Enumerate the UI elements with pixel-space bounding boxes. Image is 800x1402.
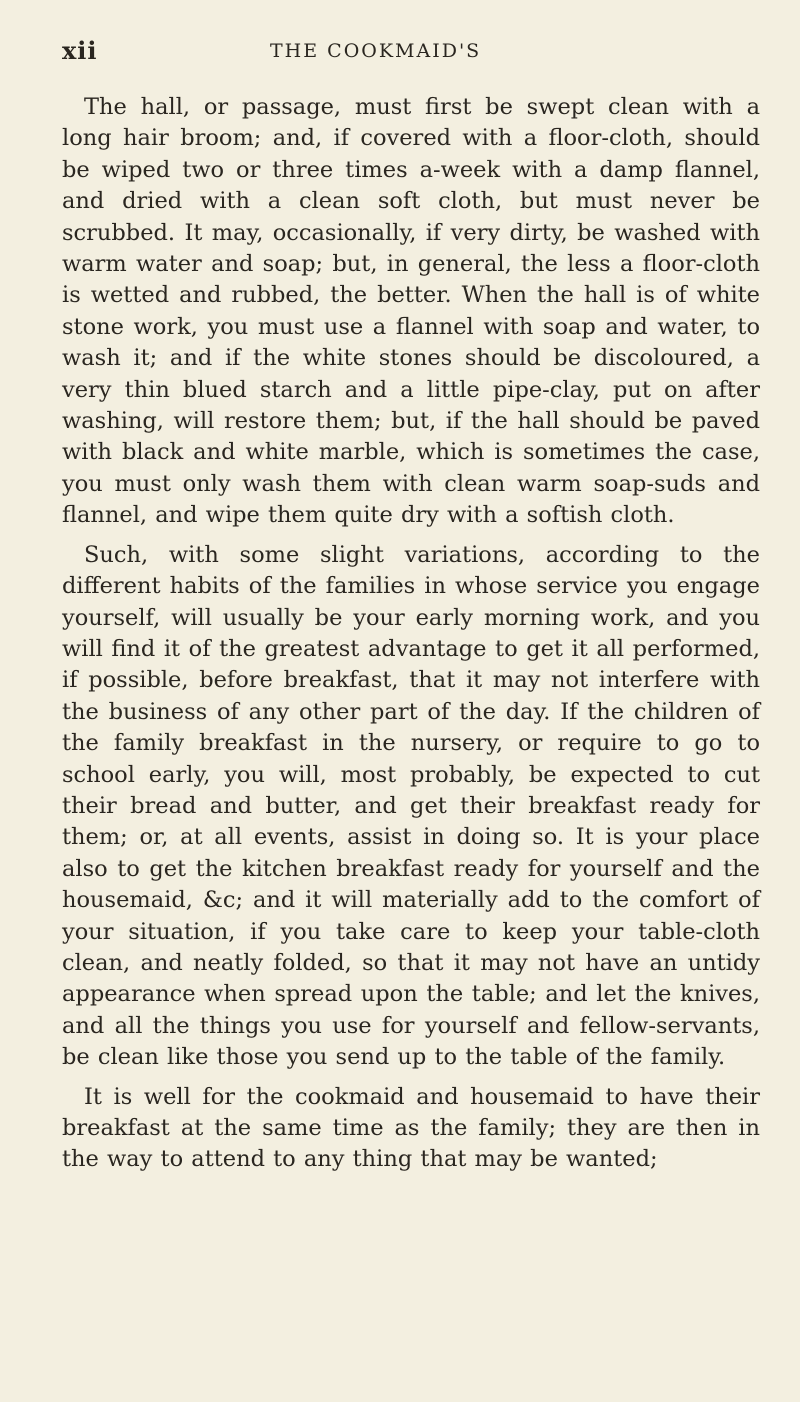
- running-head: [62, 36, 760, 80]
- body-text: [62, 92, 760, 1176]
- paragraph-breakfast-time: It is well for the cookmaid and housemaid to have their breakfast at the same time as the family; they are then in the way to attend to any thing that may be wanted;: [62, 1083, 760, 1173]
- book-page: [0, 36, 800, 1402]
- running-title: THE COOKMAID'S: [270, 40, 482, 62]
- paragraph-morning-work: Such, with some slight variations, according to the different habits of the families in whose service you engage yourself, will usually be your early morning work, and you will find it of the greatest advantage to get it all performed, if possible, before breakfast, that it may not interfere with the business of any other part of the day. If the children of the family breakfast in the nursery, or require to go to school early, you will, most probably, be expected to cut their bread and butter, and get their breakfast ready for them; or, at all events, assist in doing so. It is your place also to get the kitchen breakfast ready for yourself and the housemaid, &c; and it will materially add to the comfort of your situation, if you take care to keep your table-cloth clean, and neatly folded, so that it may not have an untidy appearance when spread upon the table; and let the knives, and all the things you use for yourself and fellow-servants, be clean like those you send up to the table of the family.: [62, 541, 760, 1071]
- page-number: xii: [62, 36, 98, 65]
- paragraph-hall-cleaning: The hall, or passage, must first be swept clean with a long hair broom; and, if covered with a floor-cloth, should be wiped two or three times a-week with a damp flannel, and dried with a clean soft cloth, but must never be scrubbed. It may, occasionally, if very dirty, be washed with warm water and soap; but, in general, the less a floor-cloth is wetted and rubbed, the better. When the hall is of white stone work, you must use a flannel with soap and water, to wash it; and if the white stones should be discoloured, a very thin blued starch and a little pipe-clay, put on after washing, will restore them; but, if the hall should be paved with black and white marble, which is sometimes the case, you must only wash them with clean warm soap-suds and flannel, and wipe them quite dry with a softish cloth.: [62, 94, 760, 529]
